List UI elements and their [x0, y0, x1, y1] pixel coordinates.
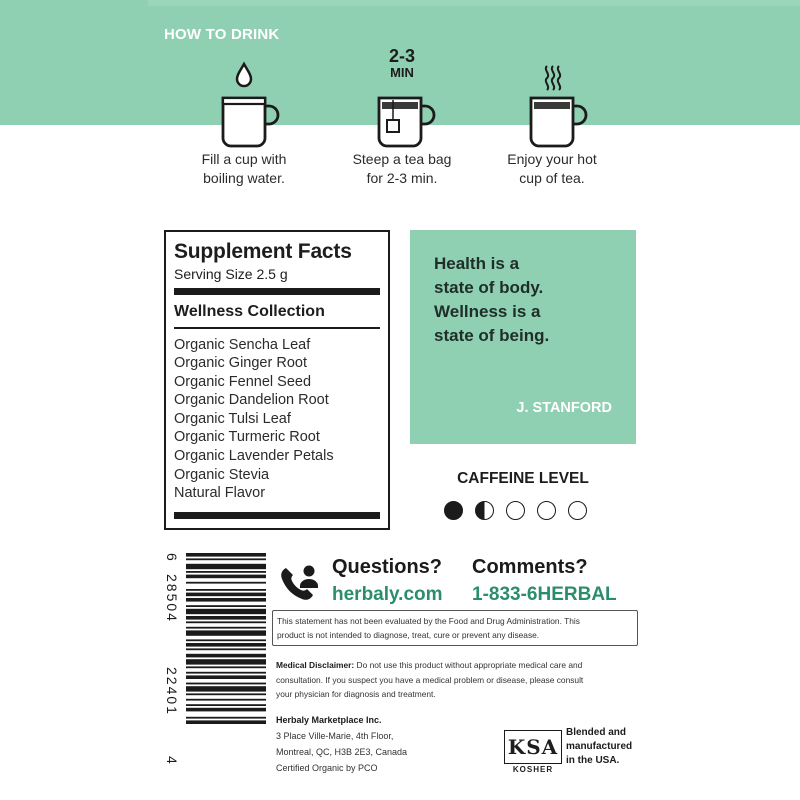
company-name: Herbaly Marketplace Inc. — [276, 715, 382, 725]
disclaimer-line: consultation. If you suspect you have a medical problem or disease, please consult — [276, 674, 584, 685]
caffeine-dot — [475, 501, 494, 520]
barcode-bar — [186, 605, 266, 607]
barcode-bar — [186, 693, 266, 695]
top-strip — [148, 0, 800, 6]
timer-value: 2-3 — [388, 46, 415, 66]
fda-statement — [272, 610, 638, 646]
origin-line: in the USA. — [566, 755, 620, 766]
barcode-bar — [186, 683, 266, 685]
company-address — [276, 712, 407, 776]
address-line: 3 Place Ville-Marie, 4th Floor, — [276, 731, 394, 741]
kosher-label: KOSHER — [512, 765, 554, 774]
caption-line: Enjoy your hot — [507, 151, 597, 167]
quote-line: state of body. — [434, 278, 544, 297]
caffeine-level-title: CAFFEINE LEVEL — [457, 470, 589, 487]
step-fill-cup — [164, 50, 324, 188]
caption-line: for 2-3 min. — [366, 170, 438, 186]
caption-line: Fill a cup with — [201, 151, 287, 167]
caffeine-level-indicator — [444, 501, 587, 520]
ingredient-list — [174, 336, 380, 503]
quote-line: Health is a — [434, 254, 520, 273]
ingredient-item: Organic Sencha Leaf — [174, 336, 311, 353]
caffeine-dot — [537, 501, 556, 520]
barcode-bar — [186, 720, 266, 724]
collection-name: Wellness Collection — [174, 303, 325, 320]
divider — [174, 327, 380, 329]
barcode-bar — [186, 621, 266, 623]
ksa-logo: KSA — [504, 730, 562, 764]
quote-text — [434, 252, 614, 348]
ingredient-item: Organic Dandelion Root — [174, 392, 329, 409]
ingredient-item: Organic Lavender Petals — [174, 448, 334, 465]
phone-number[interactable]: 1-833-6HERBAL — [472, 584, 617, 605]
comments-heading: Comments? — [472, 556, 588, 578]
caffeine-dot — [506, 501, 525, 520]
barcode-bar — [186, 627, 266, 629]
barcode-digit: 4 — [164, 756, 180, 766]
barcode-bar — [186, 575, 266, 579]
barcode-bar — [186, 553, 266, 557]
barcode-digit: 22401 — [164, 667, 180, 716]
ingredient-item: Organic Fennel Seed — [174, 373, 312, 390]
fda-line: This statement has not been evaluated by the Food and Drug Administration. This — [277, 616, 580, 626]
barcode-bar — [186, 704, 266, 706]
disclaimer-label: Medical Disclaimer: — [276, 660, 355, 670]
barcode-bar — [186, 598, 266, 602]
ingredient-item: Organic Ginger Root — [174, 355, 307, 372]
hot-mug-icon — [507, 50, 597, 150]
website-link[interactable]: herbaly.com — [332, 584, 443, 605]
ingredient-item: Organic Stevia — [174, 466, 270, 483]
barcode-digit: 28504 — [164, 574, 180, 623]
quote-panel — [410, 230, 636, 444]
step-enjoy-tea-caption — [472, 150, 632, 188]
tea-bag-mug-icon — [357, 50, 447, 150]
barcode-bar — [186, 699, 266, 701]
certification: Certified Organic by PCO — [276, 763, 378, 773]
step-steep-tea-caption — [322, 150, 482, 188]
divider — [174, 288, 380, 295]
ingredient-item: Organic Tulsi Leaf — [174, 410, 291, 427]
caption-line: Steep a tea bag — [352, 151, 452, 167]
barcode-bar — [186, 571, 266, 573]
barcode-digit: 6 — [164, 553, 180, 563]
timer-unit: MIN — [390, 65, 414, 80]
water-drop-mug-icon — [199, 50, 289, 150]
barcode-bar — [186, 616, 266, 620]
serving-size: Serving Size 2.5 g — [174, 266, 288, 282]
barcode-bar — [186, 589, 266, 591]
caption-line: boiling water. — [203, 170, 285, 186]
barcode-bar — [186, 630, 266, 635]
caffeine-dot — [568, 501, 587, 520]
customer-support-icon — [276, 558, 322, 604]
quote-line: state of being. — [434, 326, 550, 345]
barcode-bar — [186, 708, 266, 712]
step-enjoy-tea — [472, 50, 632, 188]
barcode-bar — [186, 558, 266, 560]
how-to-drink-title: HOW TO DRINK — [164, 26, 280, 43]
barcode-bar — [186, 672, 266, 674]
barcode-bar — [186, 659, 266, 664]
origin-line: manufactured — [566, 741, 633, 752]
barcode-bar — [186, 654, 266, 658]
step-fill-cup-caption — [164, 150, 324, 188]
quote-line: Wellness is a — [434, 302, 541, 321]
caption-line: cup of tea. — [519, 170, 585, 186]
barcode-bar — [186, 666, 266, 668]
barcode-bar — [186, 686, 266, 691]
barcode-bar — [186, 593, 266, 597]
barcode-bar — [186, 582, 266, 584]
barcode-bar — [186, 639, 266, 641]
origin-line: Blended and — [566, 727, 627, 738]
fda-line: product is not intended to diagnose, treat, cure or prevent any disease. — [277, 630, 540, 640]
origin-statement — [566, 726, 632, 768]
supplement-facts-panel — [164, 230, 390, 530]
disclaimer-line: Do not use this product without appropriate medical care and — [354, 660, 583, 670]
barcode-bar — [186, 648, 266, 650]
kosher-certification — [504, 730, 562, 774]
divider — [174, 512, 380, 519]
disclaimer-line: your physician for diagnosis and treatment. — [276, 689, 436, 699]
barcode-bar — [186, 643, 266, 647]
barcode-bar — [186, 564, 266, 569]
barcode-bar — [186, 675, 266, 679]
medical-disclaimer — [276, 658, 638, 702]
ingredient-item: Natural Flavor — [174, 485, 266, 502]
barcode-bar — [186, 609, 266, 614]
barcode-bar — [186, 717, 266, 719]
supplement-facts-title: Supplement Facts — [174, 240, 352, 263]
caffeine-dot — [444, 501, 463, 520]
step-steep-tea — [322, 50, 482, 188]
questions-heading: Questions? — [332, 556, 443, 578]
ingredient-item: Organic Turmeric Root — [174, 429, 320, 446]
address-line: Montreal, QC, H3B 2E3, Canada — [276, 747, 408, 757]
quote-author: J. STANFORD — [516, 400, 612, 416]
